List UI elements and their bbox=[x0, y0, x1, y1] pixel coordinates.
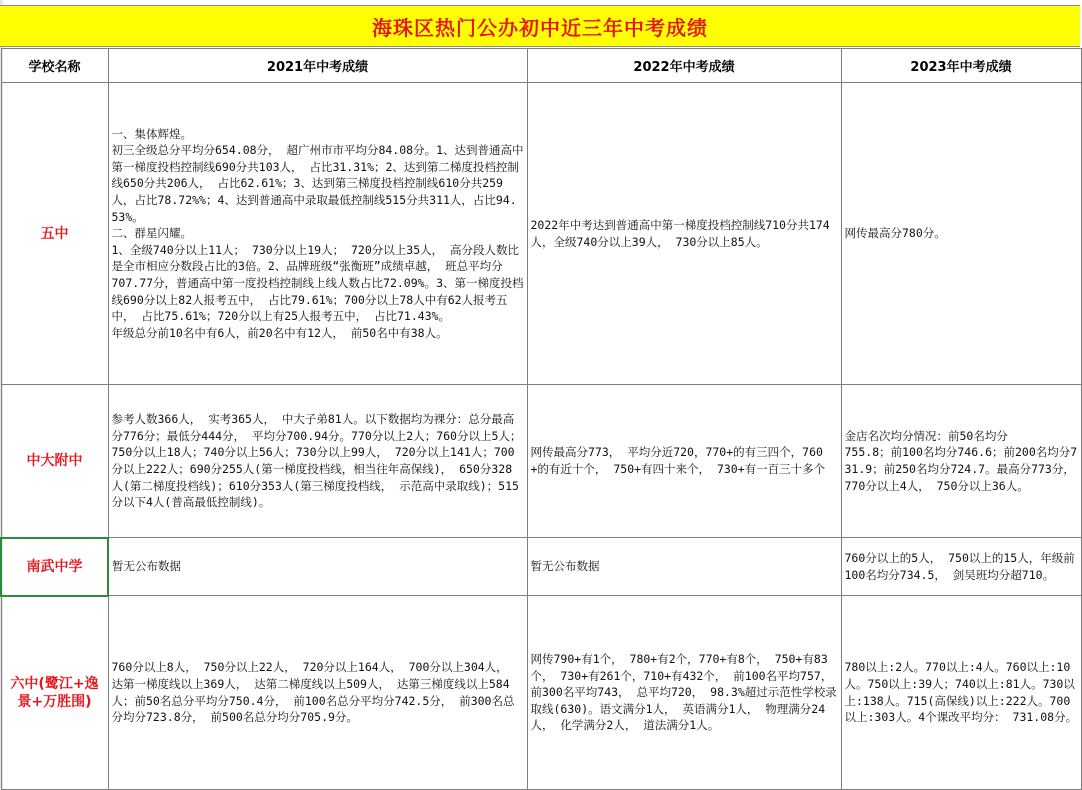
school-name: 中大附中 bbox=[1, 385, 108, 538]
score-2023: 金店名次均分情况：前50名均分 755.8；前100名均分746.6；前200名均分731.9；前250名均分724.7。最高分773分， 770分以上4人， 750分以上36人。 bbox=[841, 385, 1081, 538]
table-row bbox=[1, 83, 1081, 385]
header-2021: 2021年中考成绩 bbox=[108, 49, 527, 83]
score-2023: 780以上:2人。770以上:4人。760以上:10人。750以上:39人；740以上:81人。730以上:138人。715(高保线)以上:222人。700以上:303人。4个课改平均分： 731.08分。 bbox=[841, 596, 1081, 790]
header-2023: 2023年中考成绩 bbox=[841, 49, 1081, 83]
score-2022: 暂无公布数据 bbox=[527, 538, 841, 596]
table-row bbox=[1, 385, 1081, 538]
score-2022: 网传最高分773， 平均分近720，770+的有三四个，760+的有近十个， 750+有四十来个， 730+有一百三十多个 bbox=[527, 385, 841, 538]
score-2021: 参考人数366人， 实考365人， 中大子弟81人。以下数据均为裸分：总分最高分776分；最低分444分， 平均分700.94分。770分以上2人；760分以上5人；750分以上18人；740分以上56人；730分以上99人， 720分以上141人；700分以上222人；690分255人(第一梯度投档线，相当往年高保线)， 650分328人(第二梯度投档线)；610分353人(第三梯度投档线， 示范高中录取线)；515分以下4人(普高最低控制线)。 bbox=[108, 385, 527, 538]
score-2021: 暂无公布数据 bbox=[108, 538, 527, 596]
header-row bbox=[1, 49, 1081, 83]
page-title: 海珠区热门公办初中近三年中考成绩 bbox=[372, 15, 708, 40]
school-name: 南武中学 bbox=[1, 538, 108, 596]
title-bar bbox=[0, 5, 1080, 47]
score-2021: 一、集体辉煌。 初三全级总分平均分654.08分， 超广州市市平均分84.08分。1、达到普通高中第一梯度投档控制线690分共103人， 占比31.31%；2、达到第二梯度投档控制线650分共206人， 占比62.61%；3、达到第三梯度投档控制线610分共259人，占比78.72%%；4、达到普通高中录取最低控制线515分共311人，占比94.53%。 二、群星闪耀。 1、全级740分以上11人； 730分以上19人； 720分以上35人， 高分段人数比是全市相应分数段占比的3倍。2、品牌班级“张衡班”成绩卓越， 班总平均分 707.77分，普通高中第一度投档控制线上线人数占比72.09%。3、第一梯度投档线690分以上82人报考五中， 占比79.61%；700分以上78人中有62人报考五中， 占比75.61%；720分以上有25人报考五中， 占比71.43%。 年级总分前10名中有6人，前20名中有12人， 前50名中有38人。 bbox=[108, 83, 527, 385]
score-2022: 网传790+有1个， 780+有2个，770+有8个， 750+有83个， 730+有261个，710+有432个， 前100名平均757， 前300名平均743， 总平均720， 98.3%超过示范性学校录取线(630)。语文满分1人， 英语满分1人， 物理满分24人， 化学满分2人， 道法满分1人。 bbox=[527, 596, 841, 790]
school-name: 五中 bbox=[1, 83, 108, 385]
score-2023: 760分以上的5人， 750以上的15人，年级前100名均分734.5， 剑吴班均分超710。 bbox=[841, 538, 1081, 596]
score-2021: 760分以上8人， 750分以上22人， 720分以上164人， 700分以上304人， 达第一梯度线以上369人， 达第二梯度线以上509人， 达第三梯度线以上584人；前50名总分平均分750.4分， 前100名总分平均分742.5分， 前300名总分均分723.8分， 前500名总分均分705.9分。 bbox=[108, 596, 527, 790]
table-row bbox=[1, 596, 1081, 790]
header-school: 学校名称 bbox=[1, 49, 108, 83]
header-2022: 2022年中考成绩 bbox=[527, 49, 841, 83]
score-2022: 2022年中考达到普通高中第一梯度投档控制线710分共174人，全级740分以上39人， 730分以上85人。 bbox=[527, 83, 841, 385]
score-2023: 网传最高分780分。 bbox=[841, 83, 1081, 385]
scores-table bbox=[0, 48, 1082, 790]
table-row bbox=[1, 538, 1081, 596]
school-name: 六中(鹭江+逸景+万胜围) bbox=[1, 596, 108, 790]
